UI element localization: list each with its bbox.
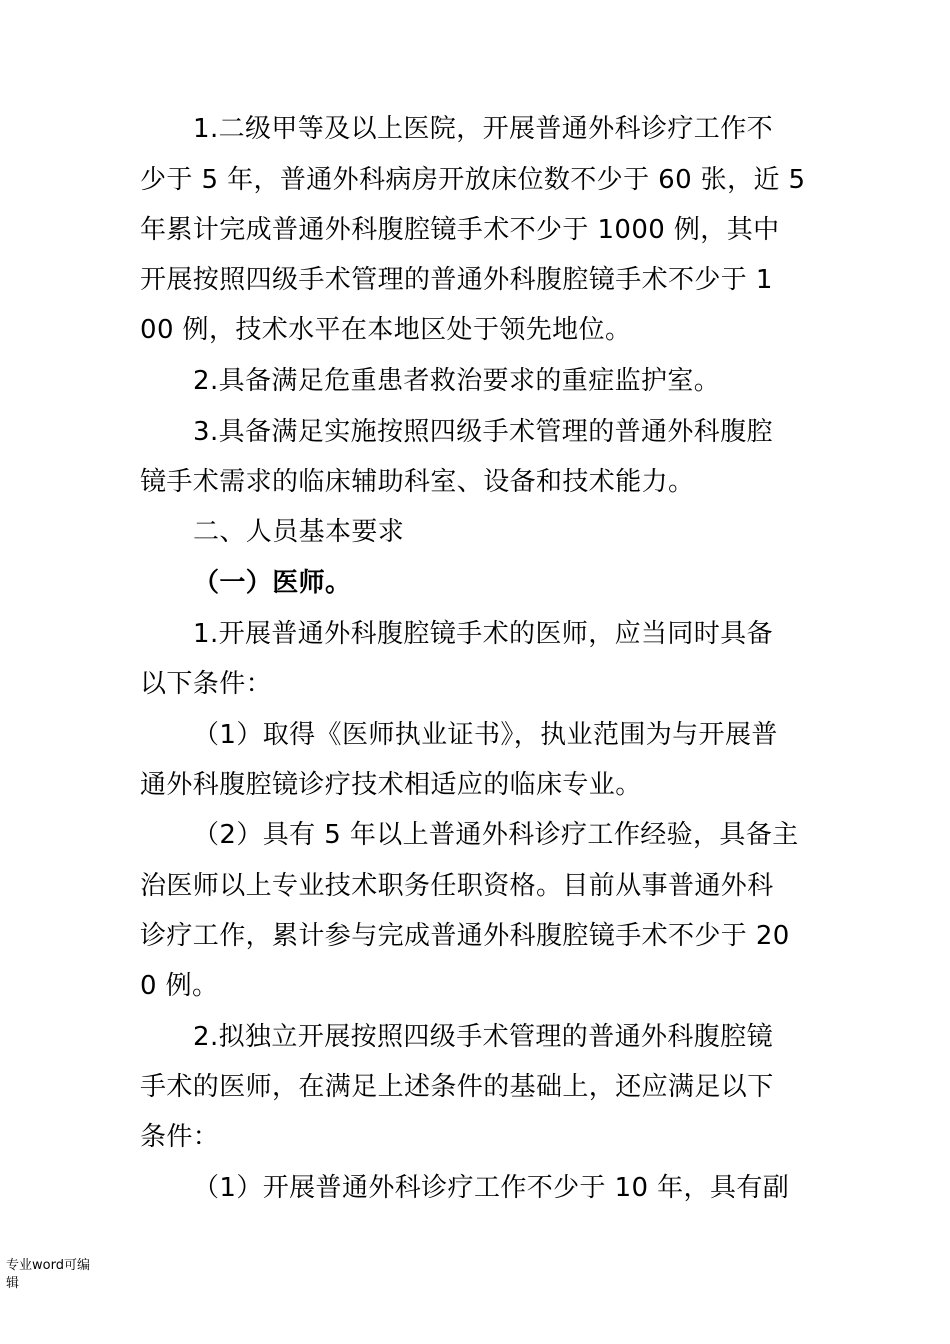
footer-watermark-line2: 辑	[6, 1276, 20, 1291]
paragraph-line: 0 例。	[140, 971, 219, 1001]
paragraph-line: （2）具有 5 年以上普通外科诊疗工作经验，具备主	[193, 820, 799, 850]
subsection-heading: （一）医师。	[193, 568, 352, 598]
paragraph-line: 开展按照四级手术管理的普通外科腹腔镜手术不少于 1	[140, 265, 773, 295]
paragraph-line: 3.具备满足实施按照四级手术管理的普通外科腹腔	[193, 417, 774, 447]
paragraph-line: 诊疗工作，累计参与完成普通外科腹腔镜手术不少于 20	[140, 921, 790, 951]
paragraph-line: 条件：	[140, 1122, 220, 1152]
section-heading: 二、人员基本要求	[193, 517, 405, 547]
paragraph-line: 少于 5 年，普通外科病房开放床位数不少于 60 张，近 5	[140, 165, 806, 195]
paragraph-line: 通外科腹腔镜诊疗技术相适应的临床专业。	[140, 770, 642, 800]
paragraph-line: 00 例，技术水平在本地区处于领先地位。	[140, 315, 632, 345]
paragraph-line: 手术的医师，在满足上述条件的基础上，还应满足以下	[140, 1072, 774, 1102]
paragraph-line: （1）取得《医师执业证书》，执业范围为与开展普	[193, 720, 778, 750]
paragraph-line: 年累计完成普通外科腹腔镜手术不少于 1000 例，其中	[140, 215, 780, 245]
paragraph-line: 1.二级甲等及以上医院，开展普通外科诊疗工作不	[193, 114, 774, 144]
paragraph-line: 以下条件：	[140, 669, 273, 699]
paragraph-line: 镜手术需求的临床辅助科室、设备和技术能力。	[140, 467, 695, 497]
paragraph-line: 2.具备满足危重患者救治要求的重症监护室。	[193, 366, 721, 396]
paragraph-line: 2.拟独立开展按照四级手术管理的普通外科腹腔镜	[193, 1022, 774, 1052]
paragraph-line: （1）开展普通外科诊疗工作不少于 10 年，具有副	[193, 1173, 790, 1203]
footer-watermark-line1: 专业word可编	[6, 1258, 90, 1273]
paragraph-line: 1.开展普通外科腹腔镜手术的医师，应当同时具备	[193, 619, 774, 649]
paragraph-line: 治医师以上专业技术职务任职资格。目前从事普通外科	[140, 871, 774, 901]
